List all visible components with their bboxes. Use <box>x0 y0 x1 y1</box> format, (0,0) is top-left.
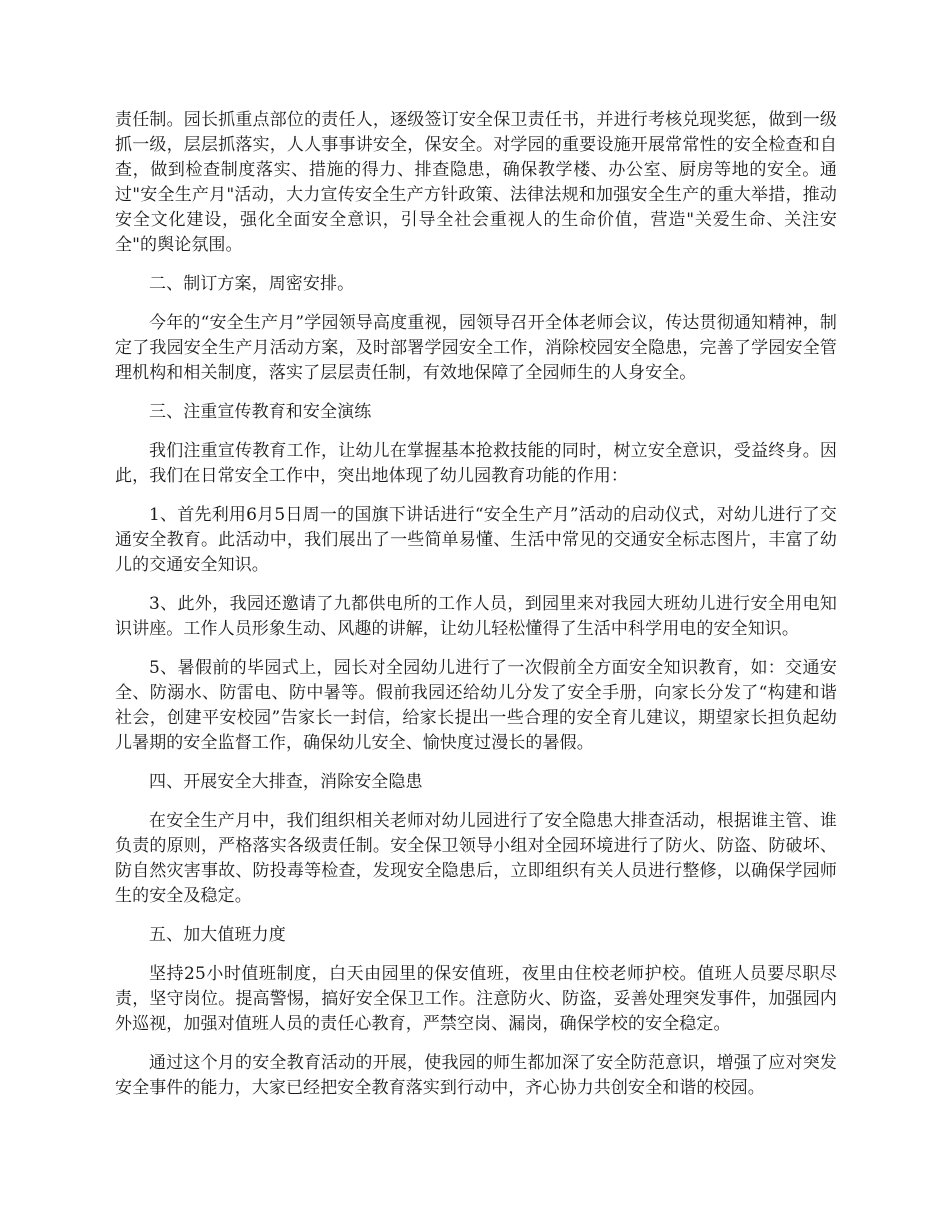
section-heading-3: 三、注重宣传教育和安全演练 <box>149 402 372 422</box>
section-heading-5: 五、加大值班力度 <box>149 925 286 945</box>
paragraph-duty: 坚持25小时值班制度，白天由园里的保安值班，夜里由住校老师护校。值班人员要尽职尽责，坚守岗位。提高警惕，搞好安全保卫工作。注意防火、防盗，妥善处理突发事件，加强园内外巡视，加强对值班人员的责任心教育，严禁空岗、漏岗，确保学校的安全稳定。 <box>115 964 837 1034</box>
section-heading-4: 四、开展安全大排查，消除安全隐患 <box>149 772 423 792</box>
paragraph-item-3: 3、此外，我园还邀请了九都供电所的工作人员，到园里来对我园大班幼儿进行安全用电知识讲座。工作人员形象生动、风趣的讲解，让幼儿轻松懂得了生活中科学用电的安全知识。 <box>115 594 837 639</box>
paragraph-plan: 今年的“安全生产月”学园领导高度重视，园领导召开全体老师会议，传达贯彻通知精神，制定了我园安全生产月活动方案，及时部署学园安全工作，消除校园安全隐患，完善了学园安全管理机构和相关制度，落实了层层责任制，有效地保障了全园师生的人身安全。 <box>115 313 837 383</box>
paragraph-item-5: 5、暑假前的毕园式上，园长对全园幼儿进行了一次假前全方面安全知识教育，如：交通安全、防溺水、防雷电、防中暑等。假前我园还给幼儿分发了安全手册，向家长分发了“构建和谐社会，创建平安校园”告家长一封信，给家长提出一些合理的安全育儿建议，期望家长担负起幼儿暑期的安全监督工作，确保幼儿安全、愉快度过漫长的暑假。 <box>115 658 837 753</box>
section-heading-2: 二、制订方案，周密安排。 <box>149 274 355 294</box>
paragraph-education: 我们注重宣传教育工作，让幼儿在掌握基本抢救技能的同时，树立安全意识，受益终身。因此，我们在日常安全工作中，突出地体现了幼儿园教育功能的作用： <box>115 441 837 486</box>
paragraph-item-1: 1、首先利用6月5日周一的国旗下讲话进行“安全生产月”活动的启动仪式，对幼儿进行了交通安全教育。此活动中，我们展出了一些简单易懂、生活中常见的交通安全标志图片，丰富了幼儿的交通安全知识。 <box>115 505 837 575</box>
document-page <box>115 108 837 1115</box>
paragraph-inspection: 在安全生产月中，我们组织相关老师对幼儿园进行了安全隐患大排查活动，根据谁主管、谁负责的原则，严格落实各级责任制。安全保卫领导小组对全园环境进行了防火、防盗、防破坏、防自然灾害事故、防投毒等检查，发现安全隐患后，立即组织有关人员进行整修，以确保学园师生的安全及稳定。 <box>115 811 837 906</box>
paragraph-intro: 责任制。园长抓重点部位的责任人，逐级签订安全保卫责任书，并进行考核兑现奖惩，做到一级抓一级，层层抓落实，人人事事讲安全，保安全。对学园的重要设施开展常常性的安全检查和自查，做到检查制度落实、措施的得力、排查隐患，确保教学楼、办公室、厨房等地的安全。通过"安全生产月"活动，大力宣传安全生产方针政策、法律法规和加强安全生产的重大举措，推动安全文化建设，强化全面安全意识，引导全社会重视人的生命价值，营造"关爱生命、关注安全"的舆论氛围。 <box>115 110 837 255</box>
paragraph-conclusion: 通过这个月的安全教育活动的开展，使我园的师生都加深了安全防范意识，增强了应对突发安全事件的能力，大家已经把安全教育落实到行动中，齐心协力共创安全和谐的校园。 <box>115 1053 837 1098</box>
